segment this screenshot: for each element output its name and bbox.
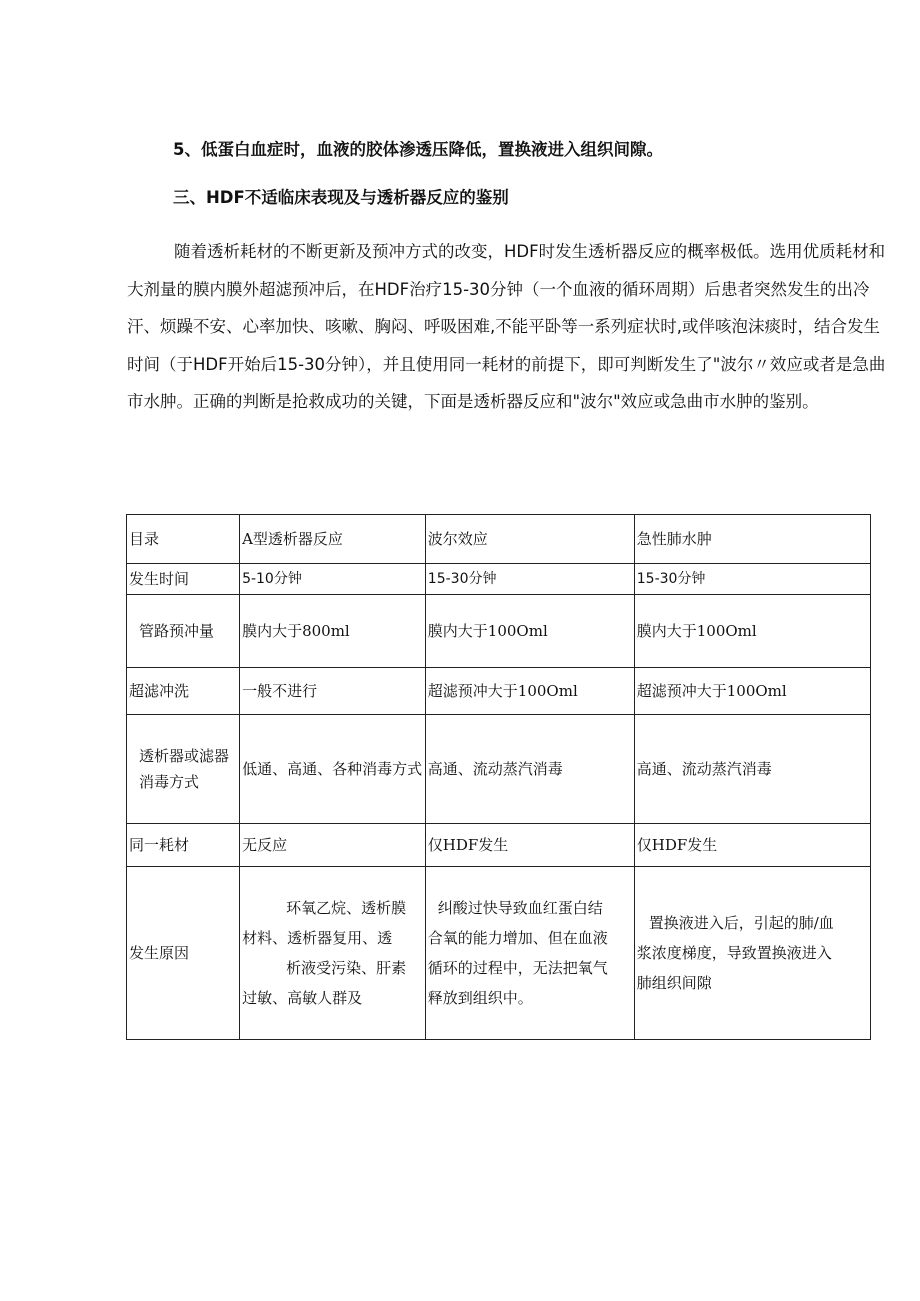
row-label-cause: 发生原因 — [127, 867, 240, 1040]
cell-bohr: 仅HDF发生 — [425, 824, 634, 867]
table-row — [127, 867, 871, 1040]
cell-bohr: 超滤预冲大于100Oml — [425, 668, 634, 715]
cell-bohr: 膜内大于100Oml — [425, 595, 634, 668]
cell-pulmonary-edema: 超滤预冲大于100Oml — [634, 668, 870, 715]
cell-pulmonary-edema: 膜内大于100Oml — [634, 595, 870, 668]
row-label-same-consumable: 同一耗材 — [127, 824, 240, 867]
table-row — [127, 564, 871, 595]
row-label-prime-volume: 管路预冲量 — [127, 595, 240, 668]
cell-type-a-cause — [240, 867, 426, 1040]
cell-pulmonary-edema: 15-30分钟 — [634, 564, 870, 595]
cause-line: 材料、透析器复用、透 — [242, 929, 393, 947]
cell-type-a: 膜内大于800ml — [240, 595, 426, 668]
cause-line: 浆浓度梯度，导致置换液进入 — [636, 944, 832, 962]
cell-type-a: 5-10分钟 — [240, 564, 426, 595]
cause-line: 纠酸过快导致血红蛋白结 — [437, 899, 603, 917]
header-cell-pulmonary-edema: 急性肺水肿 — [634, 515, 870, 564]
cause-line: 析液受污染、肝素 — [286, 959, 407, 977]
table-row — [127, 595, 871, 668]
cell-pulmonary-edema: 仅HDF发生 — [634, 824, 870, 867]
cause-line: 过敏、高敏人群及 — [242, 989, 363, 1007]
row-label-disinfection: 透析器或滤器消毒方式 — [127, 715, 240, 824]
cell-pulmonary-edema-cause — [634, 867, 870, 1040]
cell-bohr: 15-30分钟 — [425, 564, 634, 595]
cause-line: 循环的过程中，无法把氧气 — [427, 959, 608, 977]
cell-type-a: 一般不进行 — [240, 668, 426, 715]
comparison-table — [126, 514, 871, 1040]
header-cell-type-a: A型透析器反应 — [240, 515, 426, 564]
cell-type-a: 无反应 — [240, 824, 426, 867]
cell-type-a: 低通、高通、各种消毒方式 — [240, 715, 426, 824]
row-label-uf-flush: 超滤冲洗 — [127, 668, 240, 715]
row-label-onset-time: 发生时间 — [127, 564, 240, 595]
cause-line: 释放到组织中。 — [427, 989, 533, 1007]
cause-line: 置换液进入后，引起的肺/血 — [648, 914, 834, 932]
cell-bohr: 高通、流动蒸汽消毒 — [425, 715, 634, 824]
cell-pulmonary-edema: 高通、流动蒸汽消毒 — [634, 715, 870, 824]
cause-line: 肺组织间隙 — [636, 974, 712, 992]
header-cell-bohr: 波尔效应 — [425, 515, 634, 564]
point-5-heading: 5、低蛋白血症时，血液的胶体渗透压降低，置换液进入组织间隙。 — [173, 140, 663, 159]
cause-line: 环氧乙烷、透析膜 — [286, 899, 407, 917]
section-3-heading: 三、HDF不适临床表现及与透析器反应的鉴别 — [173, 188, 509, 207]
table-header-row — [127, 515, 871, 564]
cause-line: 合氧的能力增加、但在血液 — [427, 929, 608, 947]
table-row — [127, 824, 871, 867]
header-cell-catalog: 目录 — [127, 515, 240, 564]
intro-paragraph: 随着透析耗材的不断更新及预冲方式的改变，HDF时发生透析器反应的概率极低。选用优质耗材和大剂量的膜内膜外超滤预冲后，在HDF治疗15-30分钟（一个血液的循环周期）后患者突然发生的出冷汗、烦躁不安、心率加快、咳嗽、胸闷、呼吸困难,不能平卧等一系列症状时,或伴咳泡沫痰时，结合发生时间（于HDF开始后15-30分钟），并且使用同一耗材的前提下，即可判断发生了"波尔〃效应或者是急曲市水肿。正确的判断是抢救成功的关键，下面是透析器反应和"波尔"效应或急曲市水肿的鉴别。 — [127, 242, 886, 411]
table-row — [127, 668, 871, 715]
table-row — [127, 715, 871, 824]
cell-bohr-cause — [425, 867, 634, 1040]
